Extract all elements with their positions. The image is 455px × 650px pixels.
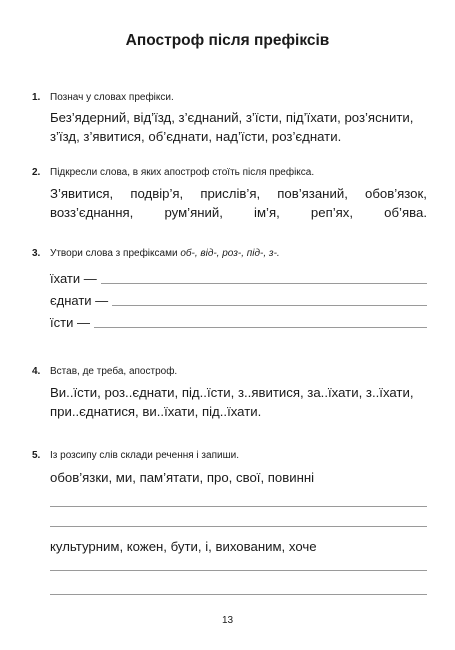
word: реп’ях,	[310, 205, 354, 220]
page-title: Апостроф після префіксів	[125, 32, 330, 49]
word-label: їхати —	[50, 271, 97, 286]
answer-line-3[interactable]	[50, 314, 427, 330]
answer-line-2[interactable]	[50, 292, 427, 308]
text-line: Ви..їсти, роз..єднати, під..їсти, з..явитися, за..їхати, з..їхати,	[50, 385, 414, 400]
task-number: 3.	[32, 248, 41, 259]
word-scatter: обов’язки, ми, пам’ятати, про, свої, повинні	[50, 470, 315, 485]
task-instruction: Підкресли слова, в яких апостроф стоїть після префікса.	[50, 167, 315, 178]
word: подвір’я,	[130, 186, 184, 201]
word-label: єднати —	[50, 293, 109, 308]
text-line: при..єднатися, ви..їхати, під..їхати.	[50, 404, 262, 419]
word-group-1	[50, 468, 427, 487]
task-text	[50, 108, 427, 146]
task-instruction: Встав, де треба, апостроф.	[50, 366, 178, 377]
task-text	[50, 184, 427, 222]
answer-rule	[112, 305, 427, 306]
answer-rule	[101, 283, 427, 284]
answer-line[interactable]	[50, 526, 427, 527]
word: З’явитися,	[50, 186, 114, 201]
word: возз’єднання,	[50, 205, 134, 220]
task-4	[32, 366, 427, 426]
answer-line[interactable]	[50, 506, 427, 507]
answer-line[interactable]	[50, 570, 427, 571]
task-number: 4.	[32, 366, 41, 377]
task-number: 2.	[32, 167, 41, 178]
answer-rule	[94, 327, 427, 328]
word-group-2	[50, 537, 427, 556]
task-5	[32, 450, 427, 600]
text-line: з’їзд, з’явитися, об’єднати, над’їсти, роз’єднати.	[50, 129, 342, 144]
word: обов’язок,	[364, 186, 427, 201]
answer-line-1[interactable]	[50, 270, 427, 286]
answer-line[interactable]	[50, 594, 427, 595]
task-2	[32, 167, 427, 227]
word: рум’яний,	[164, 205, 223, 220]
text-line	[50, 203, 427, 222]
text-line	[50, 184, 427, 203]
task-1	[32, 92, 427, 152]
task-number: 5.	[32, 450, 41, 461]
task-instruction: Утвори слова з префіксами об-, від-, роз-, під-, з-.	[50, 248, 280, 259]
word: об’ява.	[384, 205, 427, 220]
prefix-list: об-, від-, роз-, під-, з-.	[180, 248, 280, 259]
task-text	[50, 383, 427, 421]
task-number: 1.	[32, 92, 41, 103]
word-label: їсти —	[50, 315, 90, 330]
page-number: 13	[221, 615, 234, 626]
task-instruction: Познач у словах префікси.	[50, 92, 174, 103]
word: пов’язаний,	[277, 186, 348, 201]
task-instruction: Із розсипу слів склади речення і запиши.	[50, 450, 239, 461]
word-scatter: культурним, кожен, бути, і, вихованим, хоче	[50, 539, 317, 554]
word: ім’я,	[254, 205, 280, 220]
word: прислів’я,	[200, 186, 261, 201]
task-3	[32, 248, 427, 343]
text-line: Без’ядерний, від’їзд, з’єднаний, з’їсти, під’їхати, роз’яснити,	[50, 110, 414, 125]
